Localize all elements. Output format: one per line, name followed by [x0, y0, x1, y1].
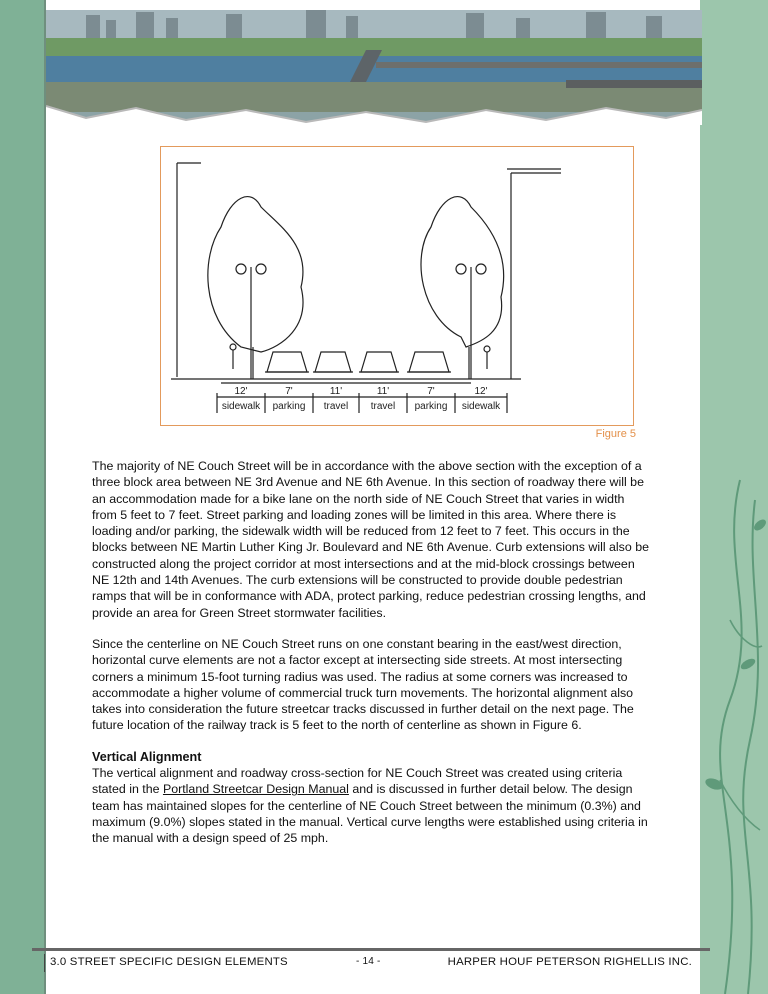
lane-label-3: travel: [323, 401, 349, 412]
dim-label-1: 12': [234, 386, 248, 397]
city-photo-banner: [46, 10, 702, 125]
paragraph-curb-extensions: The majority of NE Couch Street will be in accordance with the above section with the exception of a three block area between NE 3rd Avenue and NE 6th Avenue. In this section of roadway there will be an accommodation made for a bike lane on the north side of NE Couch Street that varies in width from 5 feet to 7 feet. Street parking and loading zones will be limited in this area. Where there is loading and/or parking, the sidewalk width will be reduced from 12 feet to 7 feet. This occurs in the blocks between NE Martin Luther King Jr. Boulevard and NE 6th Avenue. Curb extensions will also be constructed along the project corridor at most intersections and at the mid-block crossings between NE 12th and 14th Avenues. The curb extensions will be constructed to provide double pedestrian ramps that will be in conformance with ADA, protect parking, reduce pedestrian crossing lengths, and provide an area for Green Street stormwater facilities.: [92, 459, 649, 620]
p3-text-before: The vertical alignment and roadway cross-section for NE Couch Street was created using criteria stated in the: [92, 766, 623, 797]
footer-page-number: - 14 -: [356, 956, 381, 967]
dim-label-5: 7': [427, 386, 435, 397]
dim-label-4: 11': [376, 386, 390, 397]
street-section-figure: [160, 146, 634, 426]
cityscape-image: [46, 10, 702, 125]
footer-section-title: 3.0 STREET SPECIFIC DESIGN ELEMENTS: [50, 956, 288, 968]
left-green-band: [0, 0, 44, 994]
dim-label-2: 7': [285, 386, 293, 397]
dim-label-3: 11': [329, 386, 343, 397]
figure-caption: Figure 5: [595, 428, 636, 440]
paragraph-vertical-alignment: [92, 765, 652, 846]
heading-vertical-alignment: Vertical Alignment: [92, 749, 202, 764]
body-text: [92, 458, 652, 862]
p3-text-after: and is discussed in further detail below. The design team has maintained slopes for the centerline of NE Couch Street between the minimum (0.3%) and maximum (9.0%) slopes stated in the manual. Vertical curve lengths were established using criteria in the manual with a design speed of 25 mph.: [92, 782, 648, 846]
paragraph-horizontal-alignment: Since the centerline on NE Couch Street runs on one constant bearing in the east/west direction, horizontal curve elements are not a factor except at intersecting side streets. At most intersecting corners a minimum 15-foot turning radius was used. The radius at some corners was increased to accommodate a higher volume of commercial truck turn movements. The horizontal alignment also takes into consideration the future streetcar tracks discussed in further detail on the next page. The future location of the railway track is 5 feet to the north of centerline as shown in Figure 6.: [92, 636, 634, 733]
lane-label-4: travel: [370, 401, 396, 412]
page-footer: [50, 956, 700, 972]
lane-label-6: sidewalk: [461, 401, 501, 412]
lane-label-1: sidewalk: [221, 401, 261, 412]
footer-firm-name: HARPER HOUF PETERSON RIGHELLIS INC.: [447, 956, 692, 968]
vine-decoration: [700, 0, 768, 994]
design-manual-link[interactable]: Portland Streetcar Design Manual: [162, 782, 349, 797]
dim-label-6: 12': [474, 386, 488, 397]
footer-separator: [44, 954, 45, 972]
lane-label-2: parking: [272, 401, 306, 412]
right-decorative-band: [700, 0, 768, 994]
footer-rule: [32, 948, 710, 951]
street-cross-section-drawing: [161, 147, 632, 424]
lane-label-5: parking: [414, 401, 448, 412]
document-page: [44, 0, 700, 994]
